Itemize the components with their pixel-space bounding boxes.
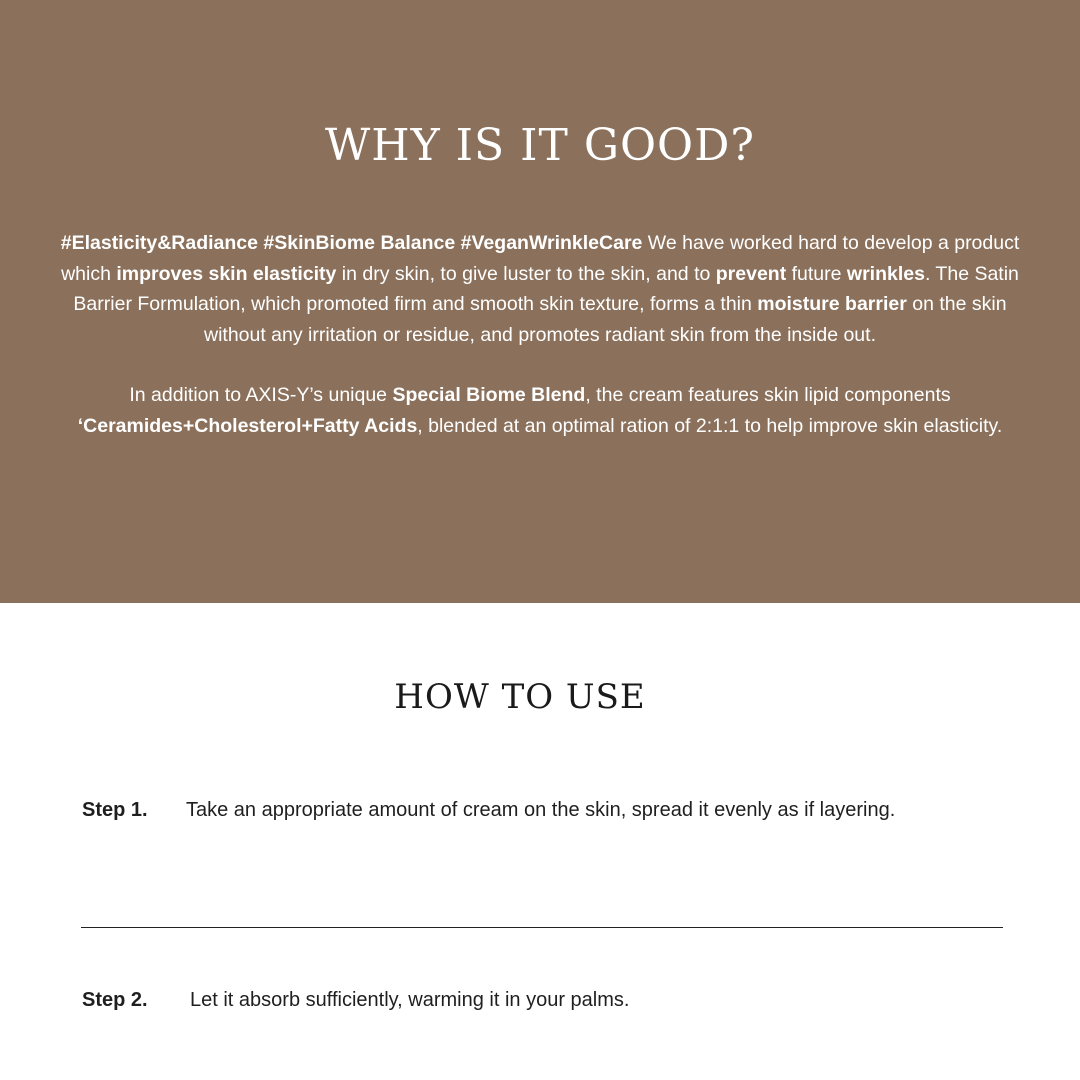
highlight-text: prevent xyxy=(715,262,787,285)
body-text: in dry skin, to give luster to the skin, and to xyxy=(336,262,716,285)
highlight-text: #Elasticity&Radiance #SkinBiome Balance #VeganWrinkleCare xyxy=(60,232,643,254)
highlight-text: improves skin elasticity xyxy=(116,262,337,285)
how-title: HOW TO USE xyxy=(394,677,646,717)
step-2-label: Step 2. xyxy=(82,989,148,1011)
highlight-text: Special Biome Blend xyxy=(392,384,586,406)
step-1-text: Take an appropriate amount of cream on the skin, spread it evenly as if layering. xyxy=(186,799,896,821)
step-divider xyxy=(81,927,1003,928)
why-paragraph-2 xyxy=(50,380,1030,441)
highlight-text: ‘Ceramides+Cholesterol+Fatty Acids xyxy=(77,414,418,437)
highlight-text: moisture barrier xyxy=(757,293,907,315)
step-2-text: Let it absorb sufficiently, warming it in your palms. xyxy=(190,989,630,1011)
why-description xyxy=(50,228,1030,441)
body-text: . The Satin Barrier Formulation, which promoted firm and smooth skin texture, forms a thin xyxy=(73,262,1019,315)
body-text: future xyxy=(786,262,847,285)
step-1-label: Step 1. xyxy=(82,799,148,821)
body-text: We have worked hard to develop a product which xyxy=(61,232,1020,285)
why-paragraph-1 xyxy=(50,228,1030,350)
body-text: In addition to AXIS-Y’s unique xyxy=(129,384,393,406)
body-text: , the cream features skin lipid components xyxy=(585,384,951,406)
highlight-text: wrinkles xyxy=(846,262,925,285)
why-title: WHY IS IT GOOD? xyxy=(324,120,755,171)
body-text: , blended at an optimal ration of 2:1:1 to help improve skin elasticity. xyxy=(417,414,1003,437)
body-text: on the skin without any irritation or residue, and promotes radiant skin from the inside out. xyxy=(203,293,1007,346)
